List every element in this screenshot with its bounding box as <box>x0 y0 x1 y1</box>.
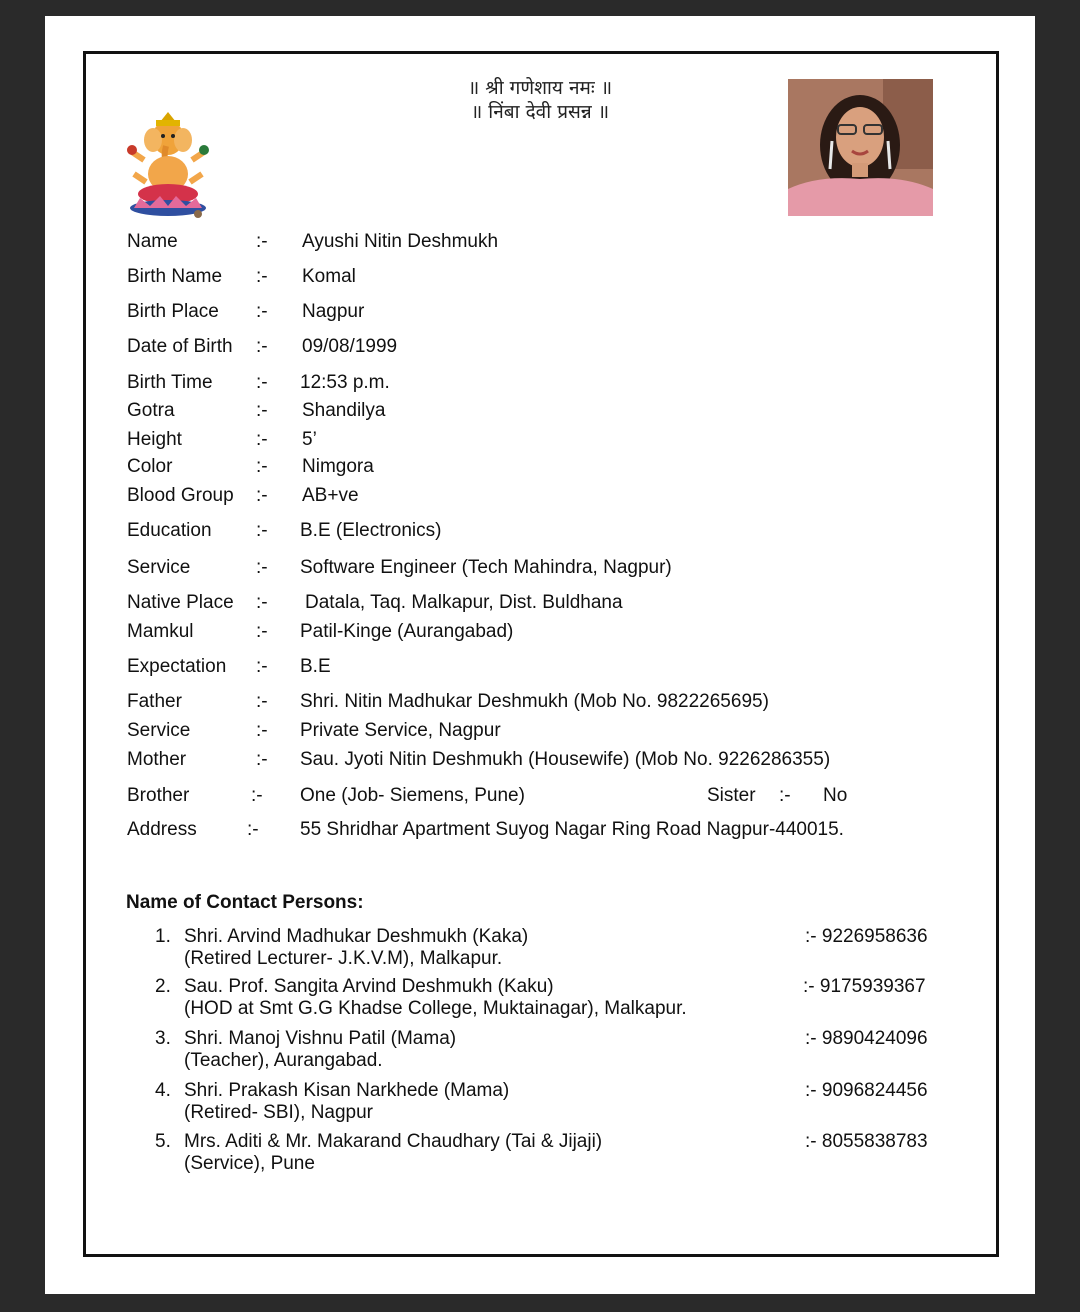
contact-number: 2. <box>155 976 171 997</box>
detail-label: Name <box>127 231 178 252</box>
detail-label: Date of Birth <box>127 336 233 357</box>
detail-value: 5’ <box>302 429 317 450</box>
shloka-line-2: ॥ निंबा देवी प्रसन्न ॥ <box>470 101 610 123</box>
contact-phone: :- 8055838783 <box>805 1131 928 1152</box>
detail-label: Brother <box>127 785 190 806</box>
contact-phone: :- 9096824456 <box>805 1080 928 1101</box>
detail-label: Birth Place <box>127 301 219 322</box>
detail-separator: :- <box>256 266 268 287</box>
contact-phone: :- 9890424096 <box>805 1028 928 1049</box>
detail-separator: :- <box>256 691 268 712</box>
detail-label: Education <box>127 520 212 541</box>
detail-value: Shri. Nitin Madhukar Deshmukh (Mob No. 9822265695) <box>300 691 769 712</box>
detail-value: B.E (Electronics) <box>300 520 442 541</box>
detail-separator: :- <box>256 301 268 322</box>
detail-value: Software Engineer (Tech Mahindra, Nagpur) <box>300 557 672 578</box>
detail-value: Sau. Jyoti Nitin Deshmukh (Housewife) (Mob No. 9226286355) <box>300 749 831 770</box>
detail-value: Nimgora <box>302 456 374 477</box>
detail-label: Mother <box>127 749 187 770</box>
detail-value: Patil-Kinge (Aurangabad) <box>300 621 514 642</box>
contact-name: Shri. Prakash Kisan Narkhede (Mama) (Retired- SBI), Nagpur <box>184 1080 510 1123</box>
contact-phone: :- 9175939367 <box>803 976 926 997</box>
detail-separator: :- <box>247 819 259 840</box>
detail-value: Private Service, Nagpur <box>300 720 501 741</box>
detail-separator: :- <box>256 400 268 421</box>
detail-label: Native Place <box>127 592 234 613</box>
detail-label: Blood Group <box>127 485 234 506</box>
shloka-line-1: ॥ श्री गणेशाय नमः ॥ <box>467 77 613 99</box>
detail-value: Komal <box>302 266 356 287</box>
contact-phone: :- 9226958636 <box>805 926 928 947</box>
detail-value: 12:53 p.m. <box>300 372 390 393</box>
detail-label: Expectation <box>127 656 227 677</box>
sister-value: No <box>823 785 848 806</box>
detail-value: 09/08/1999 <box>302 336 398 357</box>
detail-label: Color <box>127 456 173 477</box>
detail-separator: :- <box>256 520 268 541</box>
detail-separator: :- <box>256 557 268 578</box>
detail-separator: :- <box>256 456 268 477</box>
detail-separator: :- <box>256 749 268 770</box>
detail-label: Service <box>127 720 191 741</box>
profile-photo <box>788 79 933 216</box>
detail-value: Datala, Taq. Malkapur, Dist. Buldhana <box>305 592 623 613</box>
detail-label: Gotra <box>127 400 175 421</box>
contact-number: 3. <box>155 1028 171 1049</box>
detail-separator: :- <box>256 429 268 450</box>
detail-separator: :- <box>256 720 268 741</box>
contacts-heading: Name of Contact Persons: <box>126 892 364 913</box>
sister-label: Sister <box>707 785 756 806</box>
page-border <box>83 51 999 1257</box>
detail-value: 55 Shridhar Apartment Suyog Nagar Ring Road Nagpur-440015. <box>300 819 844 840</box>
detail-label: Service <box>127 557 191 578</box>
detail-label: Birth Time <box>127 372 213 393</box>
detail-value: AB+ve <box>302 485 359 506</box>
detail-label: Height <box>127 429 182 450</box>
detail-separator: :- <box>256 485 268 506</box>
detail-value: Ayushi Nitin Deshmukh <box>302 231 499 252</box>
contact-name: Shri. Manoj Vishnu Patil (Mama) (Teacher), Aurangabad. <box>184 1028 457 1071</box>
ganesha-image <box>126 112 210 218</box>
detail-separator: :- <box>256 231 268 252</box>
detail-label: Address <box>127 819 197 840</box>
detail-separator: :- <box>256 621 268 642</box>
detail-separator: :- <box>256 372 268 393</box>
detail-separator: :- <box>251 785 263 806</box>
detail-value: One (Job- Siemens, Pune) <box>300 785 525 806</box>
detail-value: B.E <box>300 656 331 677</box>
detail-label: Birth Name <box>127 266 223 287</box>
contact-number: 1. <box>155 926 171 947</box>
contact-name: Sau. Prof. Sangita Arvind Deshmukh (Kaku) (HOD at Smt G.G Khadse College, Muktainagar), Malkapur. <box>184 976 687 1019</box>
detail-separator: :- <box>256 336 268 357</box>
contact-name: Mrs. Aditi & Mr. Makarand Chaudhary (Tai & Jijaji) (Service), Pune <box>184 1131 603 1174</box>
detail-label: Mamkul <box>127 621 194 642</box>
detail-separator: :- <box>256 592 268 613</box>
contact-name: Shri. Arvind Madhukar Deshmukh (Kaka) (Retired Lecturer- J.K.V.M), Malkapur. <box>184 926 529 969</box>
detail-separator: :- <box>256 656 268 677</box>
detail-label: Father <box>127 691 182 712</box>
sister-separator: :- <box>779 785 791 806</box>
contact-number: 5. <box>155 1131 171 1152</box>
detail-value: Shandilya <box>302 400 386 421</box>
contact-number: 4. <box>155 1080 171 1101</box>
detail-value: Nagpur <box>302 301 365 322</box>
